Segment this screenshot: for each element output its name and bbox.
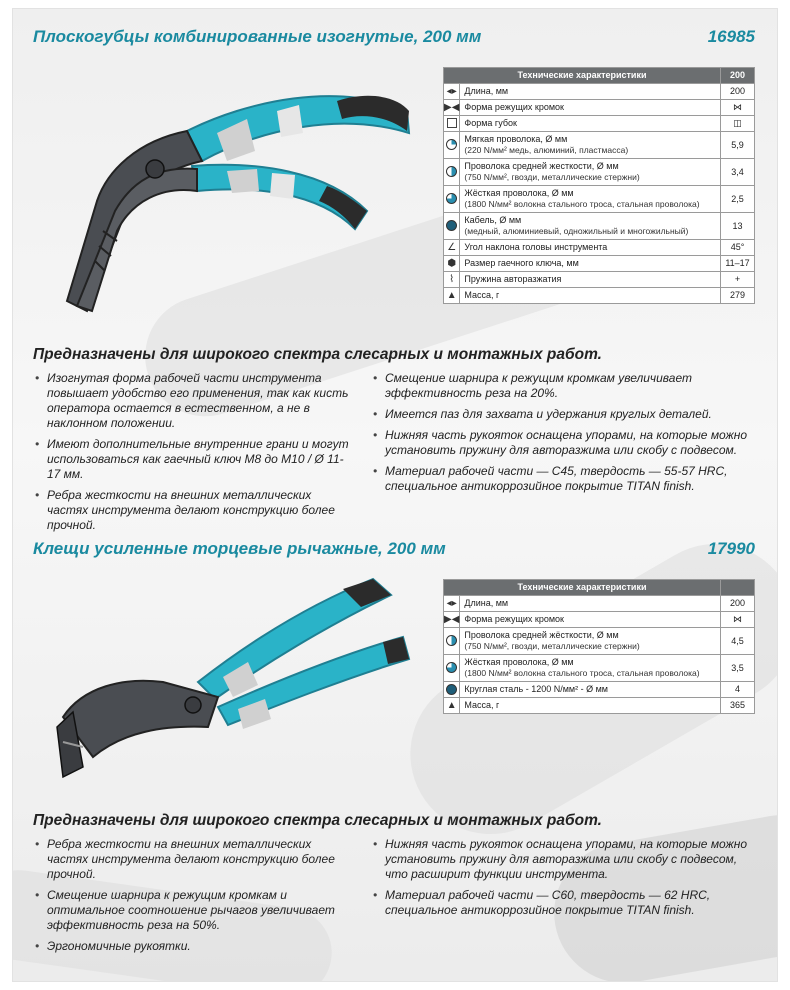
spec-sublabel: (медный, алюминиевый, одножильный и многожильный) [464, 226, 689, 236]
spec-label: Масса, г [460, 288, 721, 304]
spec-label: Кабель, Ø мм [464, 215, 522, 225]
product1-spec-table [443, 67, 755, 304]
angle-icon: ∠ [444, 240, 460, 256]
feature-item: • Имеется паз для захвата и удержания круглых деталей. [371, 407, 761, 422]
product2-article: 17990 [707, 539, 755, 558]
product2-title: Клещи усиленные торцевые рычажные, 200 мм [33, 539, 446, 558]
nut-icon: ⬢ [444, 256, 460, 272]
spec-label: Форма режущих кромок [460, 612, 721, 628]
weight-icon: ▲ [444, 698, 460, 714]
spec-label: Круглая сталь - 1200 N/мм² - Ø мм [460, 682, 721, 698]
product2-features-left [33, 837, 353, 960]
combination-pliers-image [37, 61, 437, 321]
product1-title: Плоскогубцы комбинированные изогнутые, 200 мм [33, 27, 482, 46]
spec-sublabel: (750 N/мм², гвозди, металлические стержни) [464, 641, 640, 651]
product1-article: 16985 [707, 27, 755, 46]
spec-label: Длина, мм [460, 84, 721, 100]
spec-label: Жёсткая проволока, Ø мм [464, 188, 574, 198]
spec-value: 365 [721, 698, 755, 714]
cutting-edge-icon: ▶◀ [444, 100, 460, 116]
spec-table-header-value [721, 580, 755, 596]
spec-label-cell [460, 132, 721, 159]
weight-icon: ▲ [444, 288, 460, 304]
spec-value-shape: ⋈ [721, 612, 755, 628]
spec-value: + [721, 272, 755, 288]
medium-wire-icon [444, 628, 460, 655]
medium-wire-icon [444, 159, 460, 186]
product1-features-left [33, 371, 353, 539]
spec-table-header: Технические характеристики [444, 580, 721, 596]
spec-label: Форма губок [460, 116, 721, 132]
cable-icon [444, 213, 460, 240]
spec-label: Мягкая проволока, Ø мм [464, 134, 568, 144]
soft-wire-icon [444, 132, 460, 159]
spring-icon: ⌇ [444, 272, 460, 288]
feature-item: • Ребра жесткости на внешних металлических частях инструмента делают конструкцию более прочной. [33, 488, 353, 533]
jaw-shape-icon [444, 116, 460, 132]
feature-item: • Нижняя часть рукояток оснащена упорами, на которые можно установить пружину для авторазжима или скобу с подвесом, что расширит функции инструмента. [371, 837, 761, 882]
spec-label-cell [460, 628, 721, 655]
spec-value-shape: ◫ [721, 116, 755, 132]
spec-label-cell [460, 655, 721, 682]
product2-description-title: Предназначены для широкого спектра слесарных и монтажных работ. [33, 812, 602, 829]
spec-label: Проволока средней жесткости, Ø мм [464, 161, 619, 171]
spec-label: Масса, г [460, 698, 721, 714]
spec-value: 200 [721, 596, 755, 612]
spec-label: Размер гаечного ключа, мм [460, 256, 721, 272]
length-arrows-icon: ◂▸ [444, 84, 460, 100]
spec-value: 200 [721, 84, 755, 100]
spec-sublabel: (1800 N/мм² волокна стального троса, стальная проволока) [464, 199, 700, 209]
feature-item: • Ребра жесткости на внешних металлических частях инструмента делают конструкцию более прочной. [33, 837, 353, 882]
spec-value: 4 [721, 682, 755, 698]
catalog-page [12, 8, 778, 982]
spec-label-cell [460, 186, 721, 213]
feature-item: • Материал рабочей части — С45, твердость — 55-57 HRC, специальное антикоррозийное покрытие TITAN finish. [371, 464, 761, 494]
spec-value: 5,9 [721, 132, 755, 159]
spec-label: Длина, мм [460, 596, 721, 612]
feature-item: • Изогнутая форма рабочей части инструмента повышает удобство его применения, так как кисть оператора остается в естественном, а не в наклонном положении. [33, 371, 353, 431]
spec-value: 2,5 [721, 186, 755, 213]
round-steel-icon [444, 682, 460, 698]
spec-label: Жёсткая проволока, Ø мм [464, 657, 574, 667]
spec-label: Пружина авторазжатия [460, 272, 721, 288]
spec-value: 279 [721, 288, 755, 304]
spec-table-header: Технические характеристики [444, 68, 721, 84]
spec-label: Угол наклона головы инструмента [460, 240, 721, 256]
spec-label: Форма режущих кромок [460, 100, 721, 116]
spec-value: 13 [721, 213, 755, 240]
spec-table-header-value: 200 [721, 68, 755, 84]
feature-item: • Эргономичные рукоятки. [33, 939, 353, 954]
product1-description-title: Предназначены для широкого спектра слесарных и монтажных работ. [33, 346, 602, 363]
spec-value: 45° [721, 240, 755, 256]
spec-label-cell [460, 159, 721, 186]
hard-wire-icon [444, 655, 460, 682]
feature-item: • Материал рабочей части — С60, твердость — 62 HRC, специальное антикоррозийное покрытие TITAN finish. [371, 888, 761, 918]
feature-item: • Смещение шарнира к режущим кромкам увеличивает эффективность реза на 20%. [371, 371, 761, 401]
spec-value: 4,5 [721, 628, 755, 655]
length-arrows-icon: ◂▸ [444, 596, 460, 612]
spec-value-shape: ⋈ [721, 100, 755, 116]
product2-features-right [371, 837, 761, 924]
spec-sublabel: (220 N/мм² медь, алюминий, пластмасса) [464, 145, 629, 155]
spec-value: 11–17 [721, 256, 755, 272]
spec-label-cell [460, 213, 721, 240]
feature-item: • Нижняя часть рукояток оснащена упорами, на которые можно установить пружину для авторазжима или скобу с подвесом. [371, 428, 761, 458]
spec-sublabel: (1800 N/мм² волокна стального троса, стальная проволока) [464, 668, 700, 678]
end-cutting-nippers-image [43, 567, 423, 797]
cutting-edge-icon: ▶◀ [444, 612, 460, 628]
spec-sublabel: (750 N/мм², гвозди, металлические стержни) [464, 172, 640, 182]
spec-label: Проволока средней жёсткости, Ø мм [464, 630, 619, 640]
feature-item: • Смещение шарнира к режущим кромкам и оптимальное соотношение рычагов увеличивает эффективность реза на 50%. [33, 888, 353, 933]
hard-wire-icon [444, 186, 460, 213]
product2-spec-table [443, 579, 755, 714]
spec-value: 3,5 [721, 655, 755, 682]
product1-features-right [371, 371, 761, 500]
feature-item: • Имеют дополнительные внутренние грани и могут использоваться как гаечный ключ М8 до М10 / Ø 11-17 мм. [33, 437, 353, 482]
spec-value: 3,4 [721, 159, 755, 186]
